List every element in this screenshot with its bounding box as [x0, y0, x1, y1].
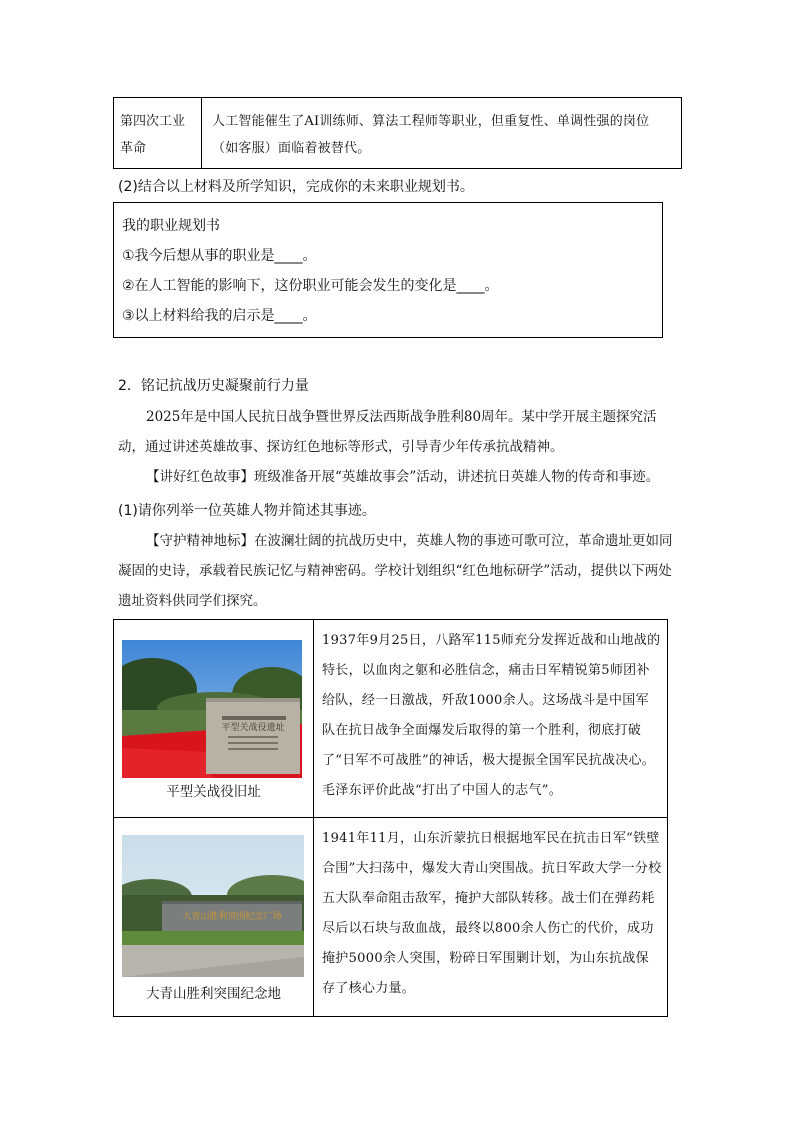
pingxingguan-photo: [122, 640, 302, 778]
career-plan-line-3: ③以上材料给我的启示是____。: [122, 308, 317, 324]
career-plan-box: [113, 202, 663, 338]
table-industrial-revolution: [113, 97, 682, 169]
stone-inscription: 平型关战役遗址: [221, 723, 285, 733]
table-cell-text: 人工智能催生了AI训练师、算法工程师等职业，但重复性、单调性强的岗位（如客服）面临着被替代。: [212, 114, 650, 156]
red-story-paragraph: [118, 462, 678, 492]
site-caption-1: 平型关战役旧址: [166, 784, 261, 800]
section-2-intro: 2025年是中国人民抗日战争暨世界反法西斯战争胜利80周年。某中学开展主题探究活动，通过讲述英雄故事、探访红色地标等形式，引导青少年传承抗战精神。: [118, 409, 657, 455]
question-1-2: (2)结合以上材料及所学知识，完成你的未来职业规划书。: [118, 179, 474, 195]
monument-inscription: 大青山胜利突围纪念广场: [182, 912, 282, 922]
question-2-1: (1)请你列举一位英雄人物并简述其事迹。: [118, 503, 376, 519]
red-story-tag: 【讲好红色故事】: [146, 469, 254, 485]
table-cell-label: 第四次工业革命: [114, 98, 202, 168]
career-plan-line-2: ②在人工智能的影响下，这份职业可能会发生的变化是____。: [122, 278, 499, 294]
site-caption-2: 大青山胜利突围纪念地: [146, 986, 281, 1002]
landmark-text: 在波澜壮阔的抗战历史中，英雄人物的事迹可歌可泣，革命遗址更如同凝固的史诗，承载着民族记忆与精神密码。学校计划组织“红色地标研学”活动，提供以下两处遗址资料供同学们探究。: [118, 533, 673, 609]
sites-table: [113, 619, 668, 1017]
career-plan-title: 我的职业规划书: [122, 218, 220, 234]
red-story-text: 班级准备开展“英雄故事会”活动，讲述抗日英雄人物的传奇和事迹。: [254, 469, 660, 485]
career-plan-line-1: ①我今后想从事的职业是____。: [122, 248, 317, 264]
site-text-1: 1937年9月25日，八路军115师充分发挥近战和山地战的特长，以血肉之躯和必胜信念，痛击日军精锐第5师团补给队，经一日激战，歼敌1000余人。这场战斗是中国军队在抗日战争全面爆发后取得的第一个胜利，彻底打破了“日军不可战胜”的神话，极大提振全国军民抗战决心。毛泽东评价此战“打出了中国人的志气”。: [322, 633, 661, 798]
daqingshan-photo: [122, 835, 304, 977]
landmark-tag: 【守护精神地标】: [146, 533, 254, 549]
section-2-heading: 2．铭记抗战历史凝聚前行力量: [118, 378, 309, 394]
site-text-2: 1941年11月，山东沂蒙抗日根据地军民在抗击日军“铁壁合围”大扫荡中，爆发大青山突围战。抗日军政大学一分校五大队奉命阻击敌军，掩护大部队转移。战士们在弹药耗尽后以石块与敌血战，最终以800余人伤亡的代价，成功掩护5000余人突围，粉碎日军围剿计划，为山东抗战保存了核心力量。: [322, 831, 662, 996]
landmark-paragraph: [118, 526, 678, 616]
